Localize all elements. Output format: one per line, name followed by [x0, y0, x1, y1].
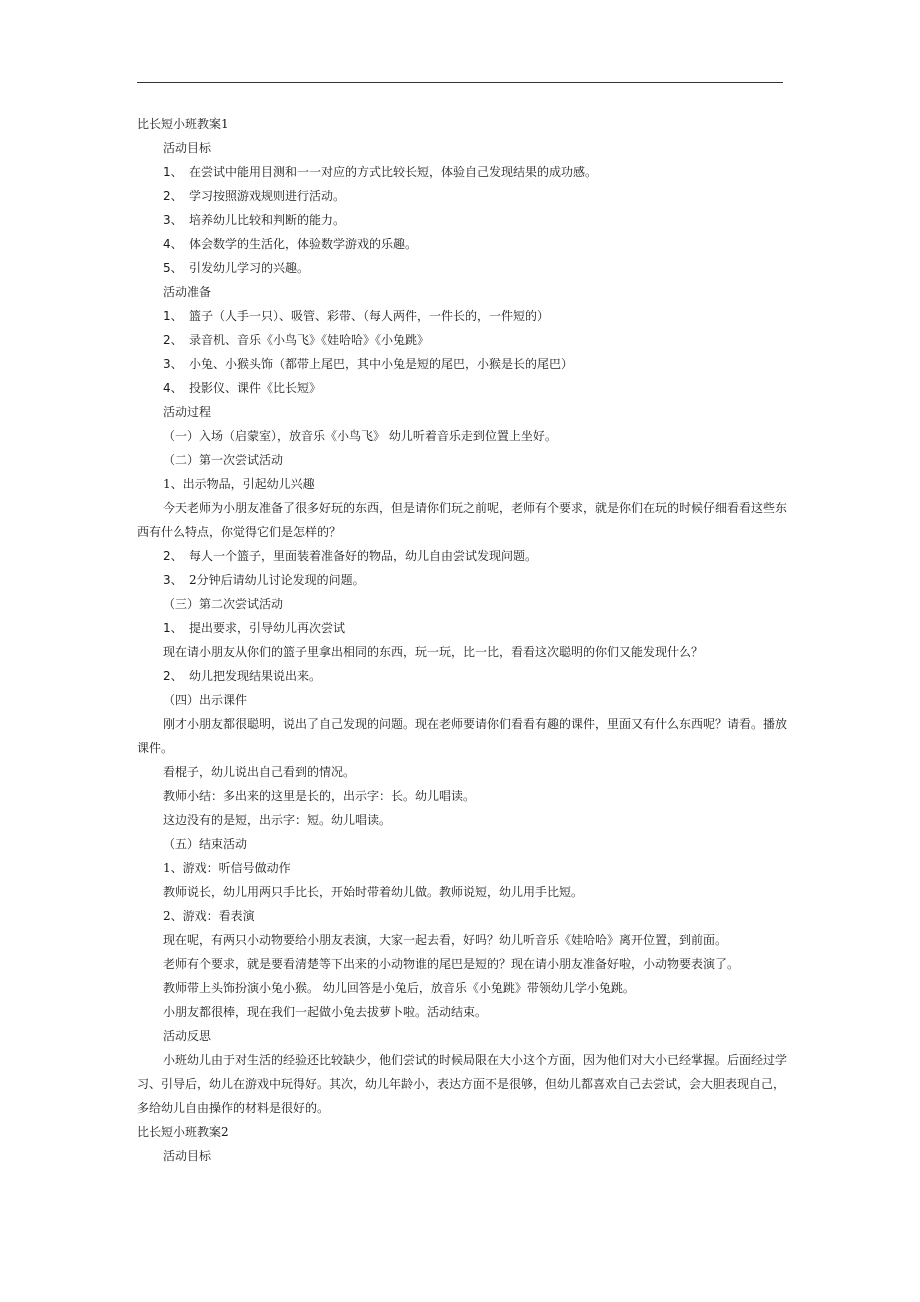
paragraph-line — [137, 448, 792, 472]
paragraph-line — [137, 424, 792, 448]
header-rule — [137, 82, 783, 83]
paragraph-line — [137, 472, 792, 496]
line-text: 现在呢，有两只小动物要给小朋友表演，大家一起去看，好吗？幼儿听音乐《娃哈哈》离开位置，到前面。 — [163, 933, 728, 947]
line-text: 活动目标 — [163, 141, 212, 155]
item-number: 2、 — [163, 333, 183, 347]
line-text: 比长短小班教案2 — [137, 1125, 229, 1139]
line-text: 投影仪、课件《比长短》 — [189, 381, 322, 395]
line-text: 学习按照游戏规则进行活动。 — [189, 189, 346, 203]
line-text: （二）第一次尝试活动 — [163, 453, 284, 467]
item-number: 4、 — [163, 237, 183, 251]
item-number: 3、 — [163, 573, 183, 587]
paragraph-line — [137, 784, 792, 808]
paragraph-line — [137, 544, 792, 568]
line-text: 教师小结：多出来的这里是长的，出示字：长。幼儿唱读。 — [163, 789, 476, 803]
item-number: 4、 — [163, 381, 183, 395]
line-text: 活动目标 — [163, 1149, 212, 1163]
document-body — [137, 112, 792, 1168]
paragraph-line — [137, 640, 792, 664]
line-text: 活动准备 — [163, 285, 212, 299]
paragraph-line — [137, 712, 792, 760]
line-text: 今天老师为小朋友准备了很多好玩的东西，但是请你们玩之前呢，老师有个要求，就是你们在玩的时候仔细看看这些东西有什么特点，你觉得它们是怎样的？ — [137, 501, 788, 539]
line-text: 教师说长，幼儿用两只手比长，开始时带着幼儿做。教师说短，幼儿用手比短。 — [163, 885, 584, 899]
line-text: 篮子（人手一只）、吸管、彩带、（每人两件，一件长的，一件短的） — [189, 309, 550, 323]
item-number: 3、 — [163, 357, 183, 371]
paragraph-line — [137, 304, 792, 328]
line-text: （五）结束活动 — [163, 837, 248, 851]
line-text: （四）出示课件 — [163, 693, 248, 707]
paragraph-line — [137, 160, 792, 184]
item-number: 1、 — [163, 165, 183, 179]
line-text: 培养幼儿比较和判断的能力。 — [189, 213, 346, 227]
paragraph-line — [137, 760, 792, 784]
line-text: 活动反思 — [163, 1029, 212, 1043]
line-text: 教师带上头饰扮演小兔小猴。 幼儿回答是小兔后，放音乐《小兔跳》带领幼儿学小兔跳。 — [163, 981, 635, 995]
paragraph-line — [137, 1000, 792, 1024]
paragraph-line — [137, 376, 792, 400]
paragraph-line — [137, 328, 792, 352]
paragraph-line — [137, 352, 792, 376]
paragraph-line — [137, 952, 792, 976]
paragraph-line — [137, 1048, 792, 1120]
line-text: 看棍子，幼儿说出自己看到的情况。 — [163, 765, 356, 779]
paragraph-line — [137, 664, 792, 688]
line-text: 2、游戏：看表演 — [163, 909, 255, 923]
paragraph-line — [137, 616, 792, 640]
line-text: 现在请小朋友从你们的篮子里拿出相同的东西，玩一玩，比一比，看看这次聪明的你们又能发现什么？ — [163, 645, 704, 659]
line-text: 2分钟后请幼儿讨论发现的问题。 — [189, 573, 365, 587]
line-text: 幼儿把发现结果说出来。 — [189, 669, 322, 683]
paragraph-line — [137, 208, 792, 232]
line-text: （三）第二次尝试活动 — [163, 597, 284, 611]
line-text: 小兔、小猴头饰（都带上尾巴，其中小兔是短的尾巴，小猴是长的尾巴） — [189, 357, 574, 371]
paragraph-line — [137, 976, 792, 1000]
line-text: 提出要求，引导幼儿再次尝试 — [189, 621, 346, 635]
item-number: 1、 — [163, 621, 183, 635]
paragraph-line — [137, 184, 792, 208]
paragraph-line — [137, 1144, 792, 1168]
paragraph-line — [137, 400, 792, 424]
item-number: 2、 — [163, 189, 183, 203]
line-text: 这边没有的是短，出示字：短。幼儿唱读。 — [163, 813, 392, 827]
paragraph-line — [137, 808, 792, 832]
line-text: 每人一个篮子，里面装着准备好的物品，幼儿自由尝试发现问题。 — [189, 549, 538, 563]
item-number: 2、 — [163, 669, 183, 683]
line-text: 1、游戏：听信号做动作 — [163, 861, 291, 875]
paragraph-line — [137, 592, 792, 616]
section-title — [137, 1120, 792, 1144]
line-text: 在尝试中能用目测和一一对应的方式比较长短，体验自己发现结果的成功感。 — [189, 165, 598, 179]
line-text: 活动过程 — [163, 405, 212, 419]
item-number: 2、 — [163, 549, 183, 563]
paragraph-line — [137, 568, 792, 592]
item-number: 1、 — [163, 309, 183, 323]
paragraph-line — [137, 232, 792, 256]
line-text: 小朋友都很棒，现在我们一起做小兔去拔萝卜啦。活动结束。 — [163, 1005, 488, 1019]
item-number: 3、 — [163, 213, 183, 227]
line-text: （一）入场（启蒙室），放音乐《小鸟飞》 幼儿听着音乐走到位置上坐好。 — [163, 429, 557, 443]
line-text: 老师有个要求，就是要看清楚等下出来的小动物谁的尾巴是短的？现在请小朋友准备好啦，小动物要表演了。 — [163, 957, 740, 971]
paragraph-line — [137, 688, 792, 712]
line-text: 体会数学的生活化，体验数学游戏的乐趣。 — [189, 237, 418, 251]
paragraph-line — [137, 832, 792, 856]
item-number: 5、 — [163, 261, 183, 275]
line-text: 录音机、音乐《小鸟飞》《娃哈哈》《小兔跳》 — [189, 333, 430, 347]
section-title — [137, 112, 792, 136]
paragraph-line — [137, 496, 792, 544]
paragraph-line — [137, 136, 792, 160]
line-text: 比长短小班教案1 — [137, 117, 229, 131]
paragraph-line — [137, 256, 792, 280]
paragraph-line — [137, 856, 792, 880]
paragraph-line — [137, 1024, 792, 1048]
line-text: 刚才小朋友都很聪明，说出了自己发现的问题。现在老师要请你们看看有趣的课件，里面又有什么东西呢？请看。播放课件。 — [137, 717, 788, 755]
line-text: 1、出示物品，引起幼儿兴趣 — [163, 477, 315, 491]
paragraph-line — [137, 880, 792, 904]
line-text: 引发幼儿学习的兴趣。 — [189, 261, 310, 275]
paragraph-line — [137, 904, 792, 928]
line-text: 小班幼儿由于对生活的经验还比较缺少，他们尝试的时候局限在大小这个方面，因为他们对大小已经掌握。后面经过学习、引导后，幼儿在游戏中玩得好。其次，幼儿年龄小，表达方面不是很够，但幼儿都喜欢自己去尝试，会大胆表现自己，多给幼儿自由操作的材料是很好的。 — [137, 1053, 788, 1115]
paragraph-line — [137, 928, 792, 952]
paragraph-line — [137, 280, 792, 304]
